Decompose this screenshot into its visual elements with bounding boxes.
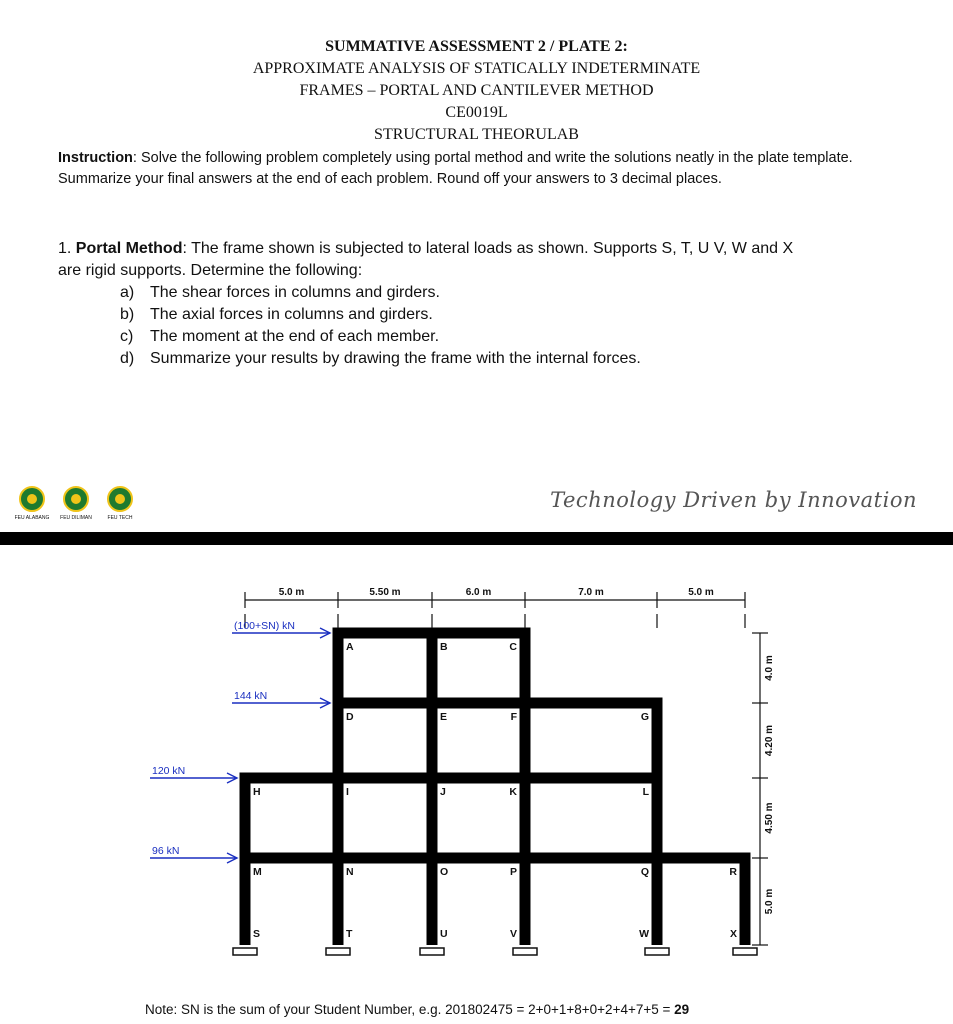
joint-label: O: [440, 866, 449, 878]
joint-label: L: [642, 786, 649, 798]
load-label: (100+SN) kN: [234, 620, 295, 632]
instruction: [58, 148, 908, 190]
span-label: 6.0 m: [465, 587, 492, 598]
joint-label: U: [440, 928, 448, 940]
girder: [333, 698, 663, 709]
joint-label: W: [639, 928, 649, 940]
span-label: 5.0 m: [278, 587, 305, 598]
note-answer: 29: [674, 1002, 690, 1017]
joint-label: G: [640, 711, 649, 723]
column: [740, 853, 751, 946]
joint-label: H: [253, 786, 261, 798]
column: [520, 628, 531, 946]
joint-label: B: [440, 641, 448, 653]
fixed-support: [420, 948, 444, 955]
seal-icon: [63, 486, 89, 512]
fixed-support: [733, 948, 757, 955]
joint-label: A: [346, 641, 354, 653]
joint-label: R: [729, 866, 737, 878]
column: [652, 698, 663, 946]
header-line3: FRAMES – PORTAL AND CANTILEVER METHOD: [299, 82, 654, 99]
height-label: 4.0 m: [764, 655, 775, 681]
tagline: Technology Driven by Innovation: [550, 488, 917, 512]
task-item: a) The shear forces in columns and girders.: [120, 284, 440, 301]
fixed-support: [326, 948, 350, 955]
joint-label: C: [509, 641, 517, 653]
fixed-support: [233, 948, 257, 955]
logo-diliman: FEU DILIMAN: [56, 486, 96, 522]
task-list: [58, 282, 918, 370]
problem-text2: are rigid supports. Determine the following:: [58, 262, 363, 279]
column: [427, 628, 438, 946]
seal-icon: [19, 486, 45, 512]
joint-label: E: [440, 711, 448, 723]
problem-number: 1.: [58, 240, 76, 257]
note-text: Note: SN is the sum of your Student Number, e.g. 201802475 = 2+0+1+8+0+2+4+7+5 =: [145, 1002, 675, 1017]
problem-label: Portal Method: [75, 240, 183, 257]
joint-label: N: [346, 866, 354, 878]
logo-tech: FEU TECH: [100, 486, 140, 522]
task-item: c) The moment at the end of each member.: [120, 328, 440, 345]
joint-label: M: [253, 866, 262, 878]
task-item: b) The axial forces in columns and girders.: [120, 306, 433, 323]
logo-alabang: FEU ALABANG: [12, 486, 52, 522]
joint-label: V: [509, 928, 517, 940]
span-label: 5.50 m: [369, 587, 401, 598]
span-label: 5.0 m: [688, 587, 714, 598]
fixed-support: [513, 948, 537, 955]
height-label: 5.0 m: [764, 888, 775, 915]
instruction-text2: Summarize your final answers at the end of each problem. Round off your answers to 3 decimal places.: [58, 171, 722, 187]
joint-label: K: [509, 786, 517, 798]
joint-label: J: [440, 786, 446, 798]
frame-diagram: [0, 560, 953, 1000]
joint-label: I: [346, 786, 349, 798]
fixed-support: [645, 948, 669, 955]
joint-label: T: [346, 928, 353, 940]
joint-label: Q: [640, 866, 649, 878]
seal-icon: [107, 486, 133, 512]
load-label: 144 kN: [234, 690, 268, 702]
girder: [240, 853, 751, 864]
load-label: 120 kN: [152, 765, 186, 777]
header-line1: SUMMATIVE ASSESSMENT 2 / PLATE 2:: [325, 38, 628, 55]
span-label: 7.0 m: [578, 587, 604, 598]
school-logos: [12, 486, 142, 526]
instruction-label: Instruction: [58, 150, 133, 166]
joint-label: S: [253, 928, 261, 940]
load-label: 96 kN: [152, 845, 180, 857]
height-label: 4.20 m: [764, 724, 775, 757]
header-line5: STRUCTURAL THEORULAB: [374, 126, 579, 143]
problem-text1: : The frame shown is subjected to lateral loads as shown. Supports S, T, U V, W and X: [182, 240, 794, 257]
problem: [58, 238, 918, 370]
height-label: 4.50 m: [764, 802, 775, 834]
girder: [333, 628, 531, 639]
task-item: d) Summarize your results by drawing the frame with the internal forces.: [120, 350, 641, 367]
joint-label: F: [510, 711, 517, 723]
header: [0, 36, 953, 146]
header-line2: APPROXIMATE ANALYSIS OF STATICALLY INDETERMINATE: [252, 60, 701, 77]
girder: [240, 773, 663, 784]
joint-label: D: [346, 711, 354, 723]
joint-label: P: [509, 866, 517, 878]
instruction-text1: : Solve the following problem completely using portal method and write the solutions neatly in the plate template.: [132, 150, 853, 166]
column: [333, 628, 344, 946]
note: [145, 1002, 689, 1017]
divider-bar: [0, 532, 953, 545]
header-line4: CE0019L: [445, 104, 508, 121]
joint-label: X: [729, 928, 737, 940]
